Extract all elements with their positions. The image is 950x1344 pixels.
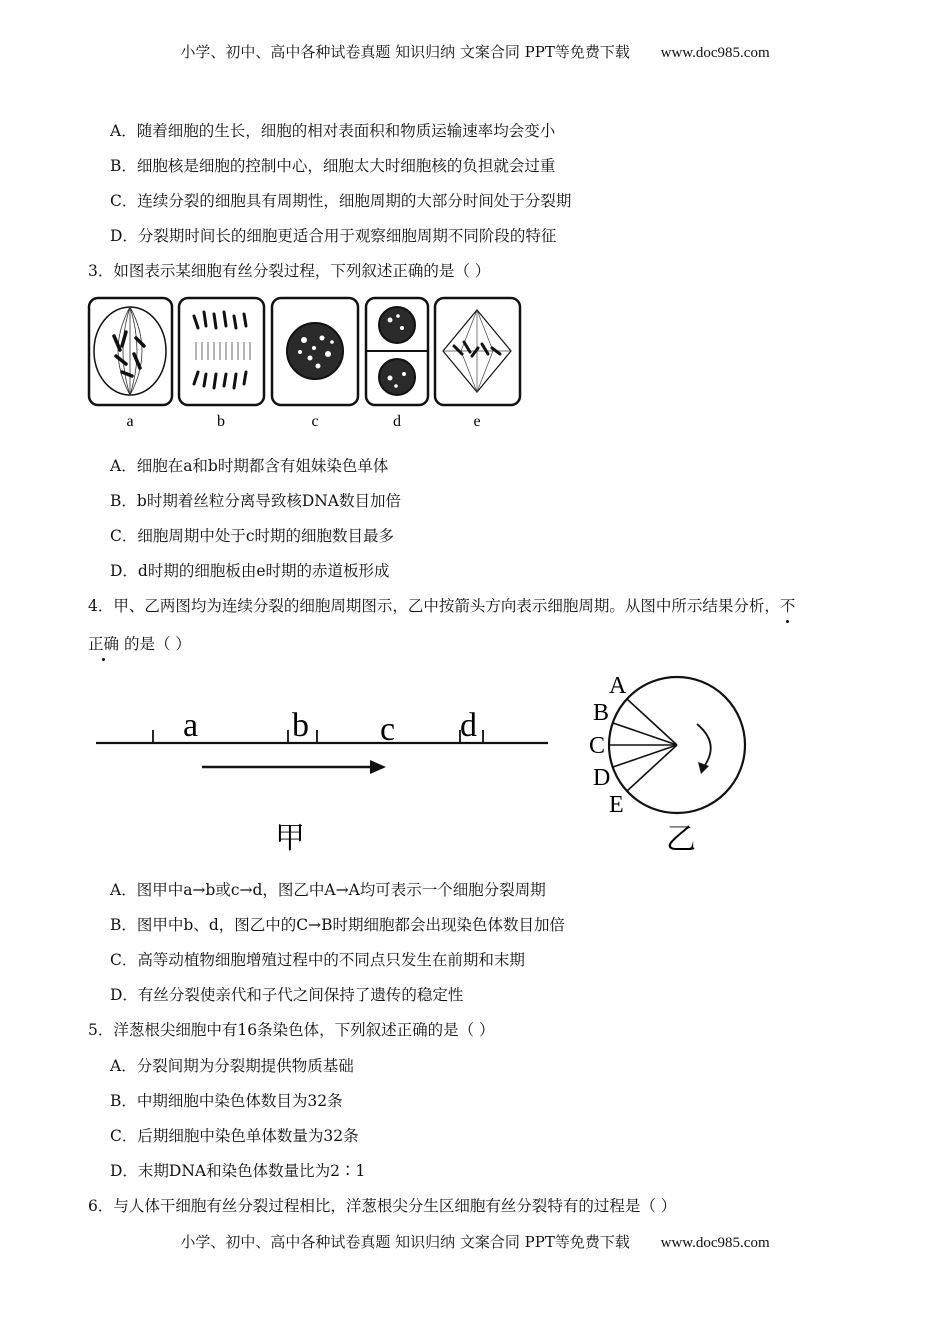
q4-emph-char-1: 正确	[88, 635, 120, 653]
header-left-text: 小学、初中、高中各种试卷真题 知识归纳 文案合同 PPT等免费下载	[180, 43, 630, 61]
jia-label-a: a	[183, 707, 199, 744]
q5-option-d: D．末期DNA和染色体数量比为2∶1	[110, 1162, 366, 1180]
q3-mitosis-figure	[86, 294, 526, 434]
cell-label-e: e	[473, 413, 481, 430]
q3-option-c: C．细胞周期中处于c时期的细胞数目最多	[110, 527, 395, 545]
q4-stem-emphasis-1: 不	[779, 597, 796, 615]
yi-label-a: A	[609, 673, 627, 699]
jia-label-d: d	[460, 707, 477, 744]
cell-d-panel	[366, 298, 428, 405]
q2-option-a: A．随着细胞的生长，细胞的相对表面积和物质运输速率均会变小	[110, 122, 556, 140]
cell-e-panel	[435, 298, 520, 405]
page-footer	[0, 1231, 950, 1252]
q3-stem: 3．如图表示某细胞有丝分裂过程，下列叙述正确的是（ ）	[88, 262, 491, 280]
yi-label-d: D	[593, 765, 611, 791]
q5-option-b: B．中期细胞中染色体数目为32条	[110, 1092, 343, 1110]
q4-stem-emphasis-2	[88, 635, 124, 653]
q5-option-a: A．分裂间期为分裂期提供物质基础	[110, 1057, 354, 1075]
cell-label-c: c	[311, 413, 319, 430]
cycle-arrow-icon	[698, 762, 709, 774]
q4-option-d: D．有丝分裂使亲代和子代之间保持了遗传的稳定性	[110, 986, 464, 1004]
cell-label-d: d	[393, 413, 401, 430]
footer-left-text: 小学、初中、高中各种试卷真题 知识归纳 文案合同 PPT等免费下载	[180, 1233, 630, 1251]
cell-a-panel	[89, 298, 172, 405]
q4-figure-jia	[90, 690, 560, 870]
jia-label-c: c	[380, 711, 396, 748]
jia-label-b: b	[292, 707, 309, 744]
q4-stem-end: 的是（ ）	[123, 635, 191, 653]
q4-option-b: B．图甲中b、d，图乙中的C→B时期细胞都会出现染色体数目加倍	[110, 916, 565, 934]
yi-label-b: B	[593, 700, 610, 726]
q6-stem: 6．与人体干细胞有丝分裂过程相比，洋葱根尖分生区细胞有丝分裂特有的过程是（ ）	[88, 1197, 677, 1215]
page-header	[0, 41, 950, 62]
footer-site: www.doc985.com	[660, 1235, 770, 1251]
q3-option-d: D．d时期的细胞板由e时期的赤道板形成	[110, 562, 390, 580]
q2-option-b: B．细胞核是细胞的控制中心，细胞太大时细胞核的负担就会过重	[110, 157, 556, 175]
header-site: www.doc985.com	[660, 45, 770, 61]
cell-c-panel	[272, 298, 358, 405]
q5-stem: 5．洋葱根尖细胞中有16条染色体，下列叙述正确的是（ ）	[88, 1021, 495, 1039]
q4-option-a: A．图甲中a→b或c→d，图乙中A→A均可表示一个细胞分裂周期	[110, 881, 546, 899]
yi-label-c: C	[589, 733, 606, 759]
q4-option-c: C．高等动植物细胞增殖过程中的不同点只发生在前期和末期	[110, 951, 525, 969]
q5-option-c: C．后期细胞中染色单体数量为32条	[110, 1127, 359, 1145]
q4-stem-line2	[88, 632, 191, 654]
cell-label-a: a	[126, 413, 134, 430]
cell-label-b: b	[217, 413, 225, 430]
q3-option-a: A．细胞在a和b时期都含有姐妹染色单体	[110, 457, 389, 475]
yi-title: 乙	[666, 823, 696, 856]
q4-stem-line1	[88, 594, 795, 616]
yi-label-e: E	[609, 792, 624, 818]
cell-b-panel	[179, 298, 264, 405]
q2-option-c: C．连续分裂的细胞具有周期性，细胞周期的大部分时间处于分裂期	[110, 192, 572, 210]
q4-figure-yi	[585, 668, 760, 860]
q4-stem-text: 4．甲、乙两图均为连续分裂的细胞周期图示，乙中按箭头方向表示细胞周期。从图中所示结果分析，	[88, 597, 780, 615]
q3-option-b: B．b时期着丝粒分离导致核DNA数目加倍	[110, 492, 401, 510]
arrow-head-icon	[370, 760, 386, 774]
q2-option-d: D．分裂期时间长的细胞更适合用于观察细胞周期不同阶段的特征	[110, 227, 557, 245]
jia-title: 甲	[275, 822, 305, 855]
